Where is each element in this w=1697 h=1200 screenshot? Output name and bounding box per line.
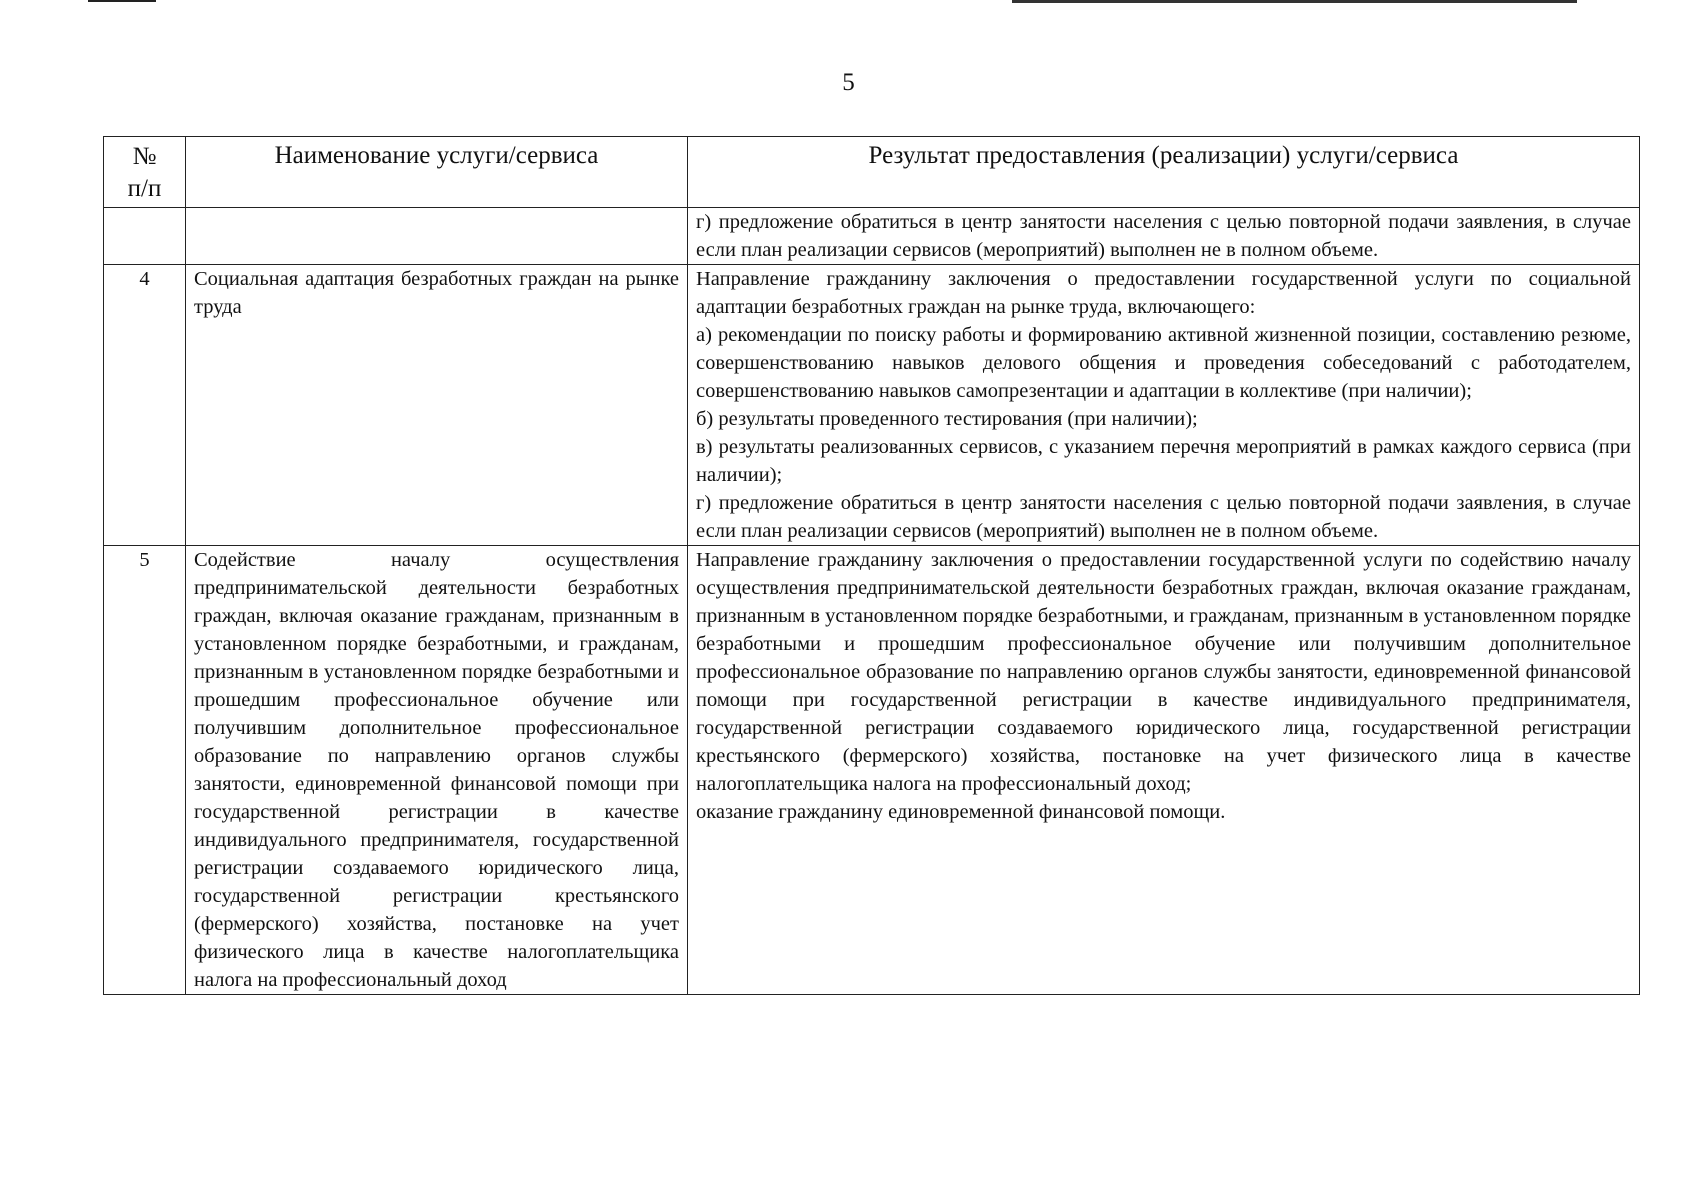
service-name: Содействие началу осуществления предпринимательской деятельности безработных граждан, включая оказание гражданам, признанным в установленном порядке безработными, и гражданам, признанным в установленном порядке безработными и прошедшим профессиональное обучение или получившим дополнительное профессиональное образование по направлению органов службы занятости, единовременной финансовой помощи при государственной регистрации в качестве индивидуального предпринимателя, государственной регистрации создаваемого юридического лица, государственной регистрации крестьянского (фермерского) хозяйства, постановке на учет физического лица в качестве налогоплательщика налога на профессиональный доход <box>186 546 688 995</box>
service-name <box>186 208 688 265</box>
scan-edge-mark-right <box>1012 0 1577 3</box>
result-item: г) предложение обратиться в центр занятости населения с целью повторной подачи заявления, в случае если план реализации сервисов (мероприятий) выполнен не в полном объеме. <box>696 492 1631 542</box>
service-result <box>688 208 1640 265</box>
table-header-row <box>104 137 1640 208</box>
scan-edge-mark-left <box>88 0 156 2</box>
row-number: 4 <box>104 265 186 546</box>
service-name: Социальная адаптация безработных граждан на рынке труда <box>186 265 688 546</box>
table-row <box>104 265 1640 546</box>
header-number-symbol: № <box>132 143 157 170</box>
result-item: оказание гражданину единовременной финансовой помощи. <box>696 801 1226 823</box>
result-item: а) рекомендации по поиску работы и формированию активной жизненной позиции, составлению резюме, совершенствованию навыков делового общения и проведения собеседований с работодателем, совершенствованию навыков самопрезентации и адаптации в коллективе (при наличии); <box>696 324 1631 402</box>
services-table <box>103 136 1640 995</box>
row-number <box>104 208 186 265</box>
row-number: 5 <box>104 546 186 995</box>
header-service-result: Результат предоставления (реализации) услуги/сервиса <box>688 137 1640 208</box>
page-number: 5 <box>842 69 855 96</box>
result-item: Направление гражданину заключения о предоставлении государственной услуги по содействию началу осуществления предпринимательской деятельности безработных граждан, включая оказание гражданам, признанным в установленном порядке безработными, и гражданам, признанным в установленном порядке безработными и прошедшим профессиональное обучение или получившим дополнительное профессиональное образование по направлению органов службы занятости, единовременной финансовой помощи при государственной регистрации в качестве индивидуального предпринимателя, государственной регистрации создаваемого юридического лица, государственной регистрации крестьянского (фермерского) хозяйства, постановке на учет физического лица в качестве налогоплательщика налога на профессиональный доход; <box>696 549 1631 795</box>
table-row <box>104 546 1640 995</box>
header-number <box>104 137 186 208</box>
result-item: Направление гражданину заключения о предоставлении государственной услуги по социальной адаптации безработных граждан на рынке труда, включающего: <box>696 268 1631 318</box>
service-result <box>688 265 1640 546</box>
header-service-name: Наименование услуги/сервиса <box>186 137 688 208</box>
result-item: в) результаты реализованных сервисов, с указанием перечня мероприятий в рамках каждого сервиса (при наличии); <box>696 436 1631 486</box>
header-number-abbrev: п/п <box>127 175 162 202</box>
table-row <box>104 208 1640 265</box>
result-item: б) результаты проведенного тестирования (при наличии); <box>696 408 1198 430</box>
result-item: г) предложение обратиться в центр занятости населения с целью повторной подачи заявления, в случае если план реализации сервисов (мероприятий) выполнен не в полном объеме. <box>696 211 1631 261</box>
service-result <box>688 546 1640 995</box>
